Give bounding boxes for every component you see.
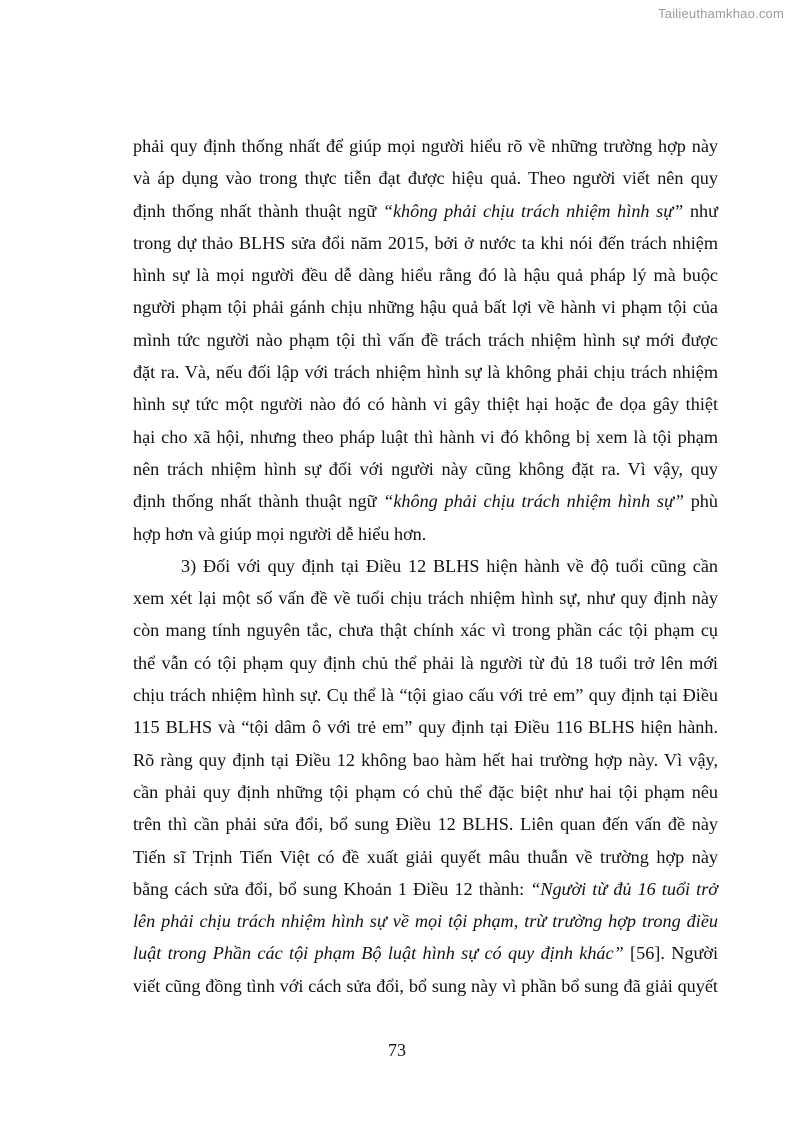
text-segment: xem xét lại một số vấn đề về tuổi chịu trách nhiệm hình sự, như quy định này — [133, 588, 718, 609]
text-segment: mình tức người nào phạm tội thì vấn đề trách trách nhiệm hình sự mới được — [133, 329, 718, 350]
text-segment: hợp hơn và giúp mọi người dễ hiểu hơn. — [133, 523, 427, 544]
text-line — [133, 808, 718, 840]
page-number: 73 — [388, 1040, 406, 1060]
text-segment: hình sự là mọi người đều dễ dàng hiểu rằng đó là hậu quả pháp lý mà buộc — [133, 265, 718, 286]
text-segment: trong dự thảo BLHS sửa đổi năm 2015, bởi ở nước ta khi nói đến trách nhiệm — [133, 232, 718, 253]
text-segment: còn mang tính nguyên tắc, chưa thật chính xác vì trong phần các tội phạm cụ — [133, 620, 718, 641]
text-segment: bằng cách sửa đổi, bổ sung Khoản 1 Điều 12 thành: — [133, 878, 531, 899]
italic-quote: “không phải chịu trách nhiệm hình sự” — [382, 200, 684, 221]
text-segment: 115 BLHS và “tội dâm ô với trẻ em” quy định tại Điều 116 BLHS hiện hành. — [133, 717, 718, 738]
text-line — [133, 841, 718, 873]
text-segment: Tiến sĩ Trịnh Tiến Việt có đề xuất giải quyết mâu thuẫn về trường hợp này — [133, 846, 718, 867]
text-segment: như — [683, 200, 718, 221]
text-segment: và áp dụng vào trong thực tiễn đạt được hiệu quả. Theo người viết nên quy — [133, 168, 718, 189]
text-segment: trên thì cần phải sửa đổi, bổ sung Điều 12 BLHS. Liên quan đến vấn đề này — [133, 814, 718, 835]
text-segment: người phạm tội phải gánh chịu những hậu quả bất lợi về hành vi phạm tội của — [133, 297, 718, 318]
text-segment: định thống nhất thành thuật ngữ — [133, 491, 384, 512]
text-segment: viết cũng đồng tình với cách sửa đổi, bổ sung này vì phần bổ sung đã giải quyết — [133, 975, 718, 996]
text-line — [133, 162, 718, 194]
text-line — [133, 195, 718, 227]
text-segment: phải quy định thống nhất để giúp mọi người hiểu rõ về những trường hợp này — [133, 136, 718, 156]
text-line — [133, 679, 718, 711]
text-segment: hình sự tức một người nào đó có hành vi gây thiệt hại hoặc đe dọa gây thiệt — [133, 394, 718, 415]
text-segment: chịu trách nhiệm hình sự. Cụ thể là “tội giao cấu với trẻ em” quy định tại Điều — [133, 685, 718, 706]
text-line — [133, 873, 718, 905]
text-segment: hại cho xã hội, nhưng theo pháp luật thì hành vi đó không bị xem là tội phạm — [133, 426, 718, 447]
text-line — [133, 776, 718, 808]
text-segment: [56]. Người — [623, 943, 718, 964]
text-line — [133, 744, 718, 776]
text-line — [133, 614, 718, 646]
text-line — [133, 259, 718, 291]
text-segment: đặt ra. Và, nếu đối lập với trách nhiệm hình sự là không phải chịu trách nhiệm — [133, 362, 718, 383]
text-segment: phù — [684, 491, 718, 512]
text-segment: nên trách nhiệm hình sự đối với người này cũng không đặt ra. Vì vậy, quy — [133, 458, 718, 479]
document-body — [133, 130, 718, 1002]
text-segment: Rõ ràng quy định tại Điều 12 không bao hàm hết hai trường hợp này. Vì vậy, — [133, 749, 718, 770]
paragraph — [133, 130, 718, 550]
text-line — [133, 485, 718, 517]
text-line — [133, 130, 718, 162]
italic-quote: lên phải chịu trách nhiệm hình sự về mọi tội phạm, trừ trường hợp trong điều — [133, 911, 718, 932]
text-line — [133, 582, 718, 614]
text-line — [133, 905, 718, 937]
watermark: Tailieuthamkhao.com — [658, 6, 784, 21]
text-line — [133, 550, 718, 582]
text-line — [133, 388, 718, 420]
text-line — [133, 453, 718, 485]
text-line — [133, 227, 718, 259]
text-segment: định thống nhất thành thuật ngữ — [133, 200, 383, 221]
text-line — [133, 356, 718, 388]
italic-quote: “Người từ đủ 16 tuổi trở — [530, 878, 718, 899]
text-line — [133, 518, 718, 550]
text-line — [133, 647, 718, 679]
italic-quote: “không phải chịu trách nhiệm hình sự” — [383, 491, 684, 512]
text-line — [133, 324, 718, 356]
text-line — [133, 421, 718, 453]
text-line — [133, 937, 718, 969]
italic-quote: luật trong Phần các tội phạm Bộ luật hình sự có quy định khác” — [133, 943, 624, 964]
text-line — [133, 291, 718, 323]
text-segment: 3) Đối với quy định tại Điều 12 BLHS hiện hành về độ tuổi cũng cần — [181, 555, 718, 576]
text-segment: cần phải quy định những tội phạm có chủ thể đặc biệt như hai tội phạm nêu — [133, 781, 718, 802]
paragraph — [133, 550, 718, 1002]
text-segment: thể vẫn có tội phạm quy định chủ thể phải là người từ đủ 18 tuổi trở lên mới — [133, 652, 718, 673]
text-line — [133, 970, 718, 1002]
text-line — [133, 711, 718, 743]
